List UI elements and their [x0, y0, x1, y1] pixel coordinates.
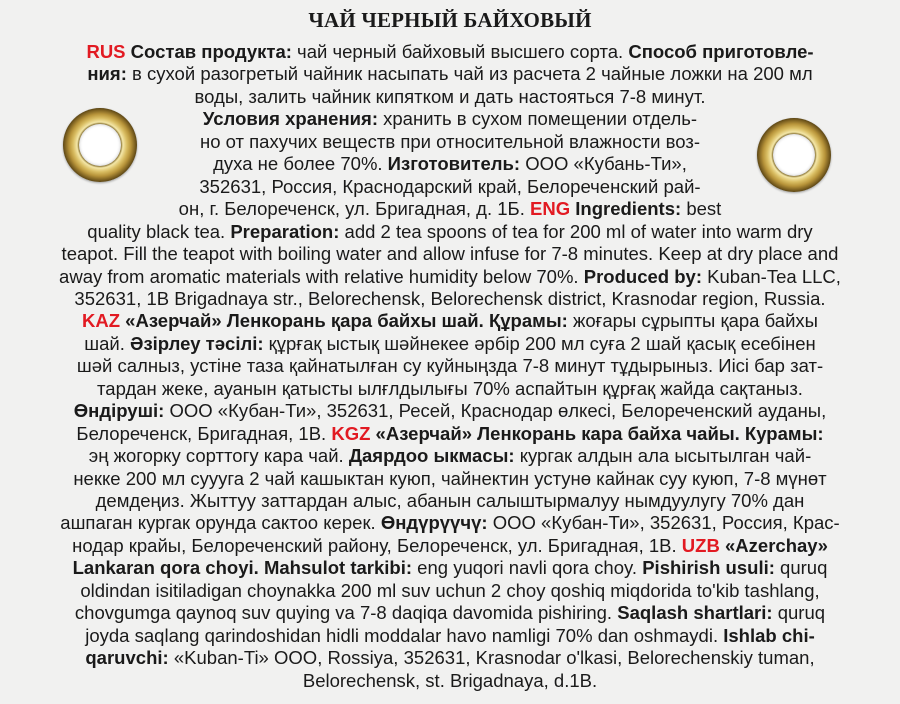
bold-label: ния:	[87, 63, 127, 85]
text-line	[2, 445, 898, 467]
bold-label: Өндіруші:	[73, 400, 165, 422]
bold-label: Әзірлеу тәсілі:	[130, 332, 264, 354]
text-segment: духа не более 70%.	[213, 153, 388, 175]
bold-label: Saqlash shartlari:	[617, 602, 773, 624]
product-title: ЧАЙ ЧЕРНЫЙ БАЙХОВЫЙ	[308, 8, 592, 32]
text-segment: add 2 tea spoons of tea for 200 ml of water into warm dry	[339, 220, 813, 242]
language-code: ENG	[529, 198, 571, 220]
text-segment: Kuban-Tea LLC,	[702, 265, 841, 287]
text-segment: eng yuqori navli qora choy.	[412, 557, 643, 579]
text-line	[2, 625, 898, 647]
text-line	[2, 378, 898, 400]
text-line	[2, 512, 898, 534]
bold-label: «Азерчай» Ленкорань кара байха чайы. Курамы:	[370, 422, 824, 444]
bold-label: Ishlab chi-	[723, 624, 815, 646]
text-segment: Belorechensk, st. Brigadnaya, d.1B.	[302, 669, 598, 691]
text-segment: хранить в сухом помещении отдель-	[377, 108, 698, 130]
bold-label: Preparation:	[230, 220, 340, 242]
text-segment: воды, залить чайник кипятком и дать настояться 7-8 минут.	[194, 85, 706, 107]
text-segment: но от пахучих веществ при относительной влажности воз-	[199, 130, 700, 152]
language-code: KAZ	[81, 310, 121, 332]
text-line	[2, 310, 898, 332]
text-segment: нодар крайы, Белореченский району, Белореченск, ул. Бригадная, 1В.	[72, 534, 682, 556]
language-code: KGZ	[331, 422, 371, 444]
bold-label: «Azerchay»	[719, 534, 828, 556]
text-line	[2, 400, 898, 422]
text-line	[2, 221, 898, 243]
language-code: RUS	[86, 41, 126, 62]
text-line	[2, 647, 898, 669]
bold-label: Produced by:	[583, 265, 703, 287]
text-segment: тардан жеке, ауанын қатысты ылғлдылығы 70% аспайтын құрғақ жайда сақтаныз.	[97, 377, 803, 399]
text-segment: quruq	[774, 557, 828, 579]
text-segment: шай.	[84, 332, 131, 354]
text-line	[2, 108, 898, 130]
bold-label: Өндүрүүчү:	[380, 512, 488, 534]
text-segment: он, г. Белореченск, ул. Бригадная, д. 1Б.	[178, 198, 530, 220]
text-segment: ООО «Кубан-Ти», 352631, Россия, Крас-	[487, 512, 840, 534]
text-line	[2, 63, 898, 85]
text-segment: away from aromatic materials with relative humidity below 70%.	[59, 265, 584, 287]
text-line	[2, 580, 898, 602]
text-line	[2, 535, 898, 557]
text-line	[2, 176, 898, 198]
text-line	[2, 490, 898, 512]
text-line	[2, 468, 898, 490]
text-line	[2, 355, 898, 377]
text-segment: 352631, Россия, Краснодарский край, Белореченский рай-	[199, 175, 701, 197]
text-line	[2, 602, 898, 624]
text-line	[2, 198, 898, 220]
text-segment: oldindan isitiladigan choynakka 200 ml suv uchun 2 choy qoshiq miqdorida to'kib tashlang,	[80, 579, 820, 601]
text-segment: ООО «Кубан-Ти», 352631, Ресей, Краснодар өлкесі, Белореченский ауданы,	[164, 400, 827, 422]
text-segment: кургак алдын ала ысытылган чай-	[514, 445, 812, 467]
text-line	[2, 86, 898, 108]
bold-label: Состав продукта:	[125, 41, 292, 62]
text-line	[2, 288, 898, 310]
bold-label: Pishirish usuli:	[642, 557, 775, 579]
text-line	[2, 243, 898, 265]
text-line	[2, 153, 898, 175]
bold-label: Условия хранения:	[202, 108, 378, 130]
text-segment: шәй салныз, устіне таза қайнатылған су куйныңзда 7-8 минут тұдырыныз. Иісі бар зат-	[76, 355, 824, 377]
bold-label: Изготовитель:	[387, 153, 521, 175]
bold-label: «Азерчай» Ленкорань қара байхы шай. Құрамы:	[120, 310, 568, 332]
text-segment: quruq	[772, 602, 826, 624]
text-segment: «Kuban-Ti» OOO, Rossiya, 352631, Krasnodar o'lkasi, Belorechenskiy tuman,	[168, 647, 815, 669]
text-segment: в сухой разогретый чайник насыпать чай из расчета 2 чайные ложки на 200 мл	[126, 63, 813, 85]
language-code: UZB	[681, 534, 720, 556]
text-line	[2, 333, 898, 355]
bold-label: Даярдоо ыкмасы:	[348, 445, 515, 467]
text-segment: некке 200 мл суууга 2 чай кашыктан куюп, чайнектин устунө кайнак суу куюп, 7-8 мүнөт	[73, 467, 827, 489]
text-segment: эң жогорку сорттогу кара чай.	[88, 445, 349, 467]
text-line	[2, 557, 898, 579]
text-segment: 352631, 1B Brigadnaya str., Belorechensk, Belorechensk district, Krasnodar region, Russia.	[74, 287, 826, 309]
bold-label: Ingredients:	[570, 198, 682, 220]
text-line	[2, 423, 898, 445]
bold-label: Способ приготовле-	[628, 41, 814, 62]
text-segment: best	[681, 198, 722, 220]
text-line	[2, 670, 898, 692]
text-line	[2, 266, 898, 288]
text-line	[2, 131, 898, 153]
text-segment: chovgumga qaynoq suv quying va 7-8 daqiqa davomida pishiring.	[74, 602, 618, 624]
text-segment: Белореченск, Бригадная, 1В.	[76, 422, 332, 444]
text-segment: құрғақ ыстық шәйнекее әрбір 200 мл суға 2 шай қасық есебінен	[263, 332, 816, 354]
text-line	[2, 41, 898, 63]
text-segment: ашпаган кургак орунда сактоо керек.	[60, 512, 381, 534]
text-segment: жоғары сұрыпты қара байхы	[567, 310, 818, 332]
bold-label: Lankaran qora choyi. Mahsulot tarkibi:	[72, 557, 413, 579]
text-segment: teapot. Fill the teapot with boiling water and allow infuse for 7-8 minutes. Keep at dry place and	[61, 243, 839, 265]
bold-label: qaruvchi:	[85, 647, 169, 669]
text-segment: демдеңиз. Жыттуу заттардан алыс, абанын салыштырмалуу нымдуулугу 70% дан	[95, 490, 805, 511]
text-segment: чай черный байховый высшего сорта.	[291, 41, 629, 62]
text-segment: joyda saqlang qarindoshidan hidli moddalar havo namligi 70% dan oshmaydi.	[85, 624, 724, 646]
text-segment: quality black tea.	[87, 220, 231, 242]
text-segment: ООО «Кубань-Ти»,	[520, 153, 687, 175]
